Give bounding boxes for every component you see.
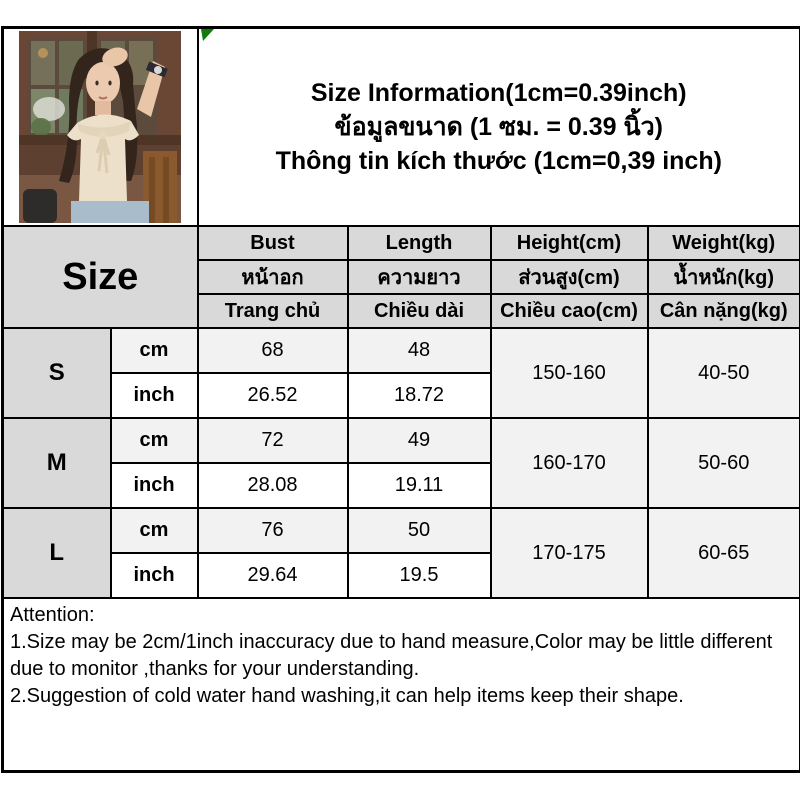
size-row-l-cm bbox=[3, 508, 800, 553]
header-height-vi: Chiều cao(cm) bbox=[491, 294, 648, 328]
size-title-en: Size Information(1cm=0.39inch) bbox=[310, 79, 687, 107]
header-height-en: Height(cm) bbox=[491, 226, 648, 260]
size-label: S bbox=[3, 328, 111, 418]
model-photo bbox=[19, 31, 181, 223]
bust-value-inch: 26.52 bbox=[198, 373, 348, 418]
model-photo-cell bbox=[3, 28, 198, 227]
header-length-th: ความยาว bbox=[348, 260, 491, 294]
attention-row bbox=[3, 598, 800, 771]
attention-note-2: 2.Suggestion of cold water hand washing,it can help items keep their shape. bbox=[10, 685, 684, 707]
bust-value-cm: 72 bbox=[198, 418, 348, 463]
bust-value-cm: 76 bbox=[198, 508, 348, 553]
size-title-cell bbox=[198, 28, 800, 227]
length-value-cm: 48 bbox=[348, 328, 491, 373]
attention-cell bbox=[3, 598, 800, 771]
header-bust-vi: Trang chủ bbox=[198, 294, 348, 328]
size-label: M bbox=[3, 418, 111, 508]
size-row-m-cm bbox=[3, 418, 800, 463]
size-title-vi: Thông tin kích thước (1cm=0,39 inch) bbox=[275, 147, 722, 175]
unit-label-cm: cm bbox=[111, 328, 198, 373]
photo-title-row bbox=[3, 28, 800, 227]
unit-label-cm: cm bbox=[111, 508, 198, 553]
header-weight-en: Weight(kg) bbox=[648, 226, 800, 260]
height-value: 170-175 bbox=[491, 508, 648, 598]
header-length-vi: Chiều dài bbox=[348, 294, 491, 328]
attention-note-1: 1.Size may be 2cm/1inch inaccuracy due to hand measure,Color may be little different due to monitor ,thanks for your understanding. bbox=[10, 631, 773, 680]
length-value-cm: 50 bbox=[348, 508, 491, 553]
header-bust-th: หน้าอก bbox=[198, 260, 348, 294]
header-weight-vi: Cân nặng(kg) bbox=[648, 294, 800, 328]
header-row-en bbox=[3, 226, 800, 260]
height-value: 160-170 bbox=[491, 418, 648, 508]
unit-label-inch: inch bbox=[111, 373, 198, 418]
weight-value: 40-50 bbox=[648, 328, 800, 418]
header-bust-en: Bust bbox=[198, 226, 348, 260]
bust-value-inch: 28.08 bbox=[198, 463, 348, 508]
header-height-th: ส่วนสูง(cm) bbox=[491, 260, 648, 294]
size-label: L bbox=[3, 508, 111, 598]
header-weight-th: น้ำหนัก(kg) bbox=[648, 260, 800, 294]
length-value-inch: 19.5 bbox=[348, 553, 491, 598]
weight-value: 60-65 bbox=[648, 508, 800, 598]
length-value-inch: 19.11 bbox=[348, 463, 491, 508]
size-chart-sheet bbox=[1, 26, 799, 773]
height-value: 150-160 bbox=[491, 328, 648, 418]
unit-label-inch: inch bbox=[111, 463, 198, 508]
size-row-s-cm bbox=[3, 328, 800, 373]
length-value-inch: 18.72 bbox=[348, 373, 491, 418]
attention-heading: Attention: bbox=[10, 604, 95, 626]
size-corner-label: Size bbox=[3, 226, 198, 328]
length-value-cm: 49 bbox=[348, 418, 491, 463]
weight-value: 50-60 bbox=[648, 418, 800, 508]
size-title-th: ข้อมูลขนาด (1 ซม. = 0.39 นิ้ว) bbox=[334, 113, 663, 141]
unit-label-cm: cm bbox=[111, 418, 198, 463]
unit-label-inch: inch bbox=[111, 553, 198, 598]
size-chart-table bbox=[1, 26, 800, 773]
bust-value-cm: 68 bbox=[198, 328, 348, 373]
header-length-en: Length bbox=[348, 226, 491, 260]
bust-value-inch: 29.64 bbox=[198, 553, 348, 598]
excel-error-marker-icon bbox=[201, 29, 214, 41]
